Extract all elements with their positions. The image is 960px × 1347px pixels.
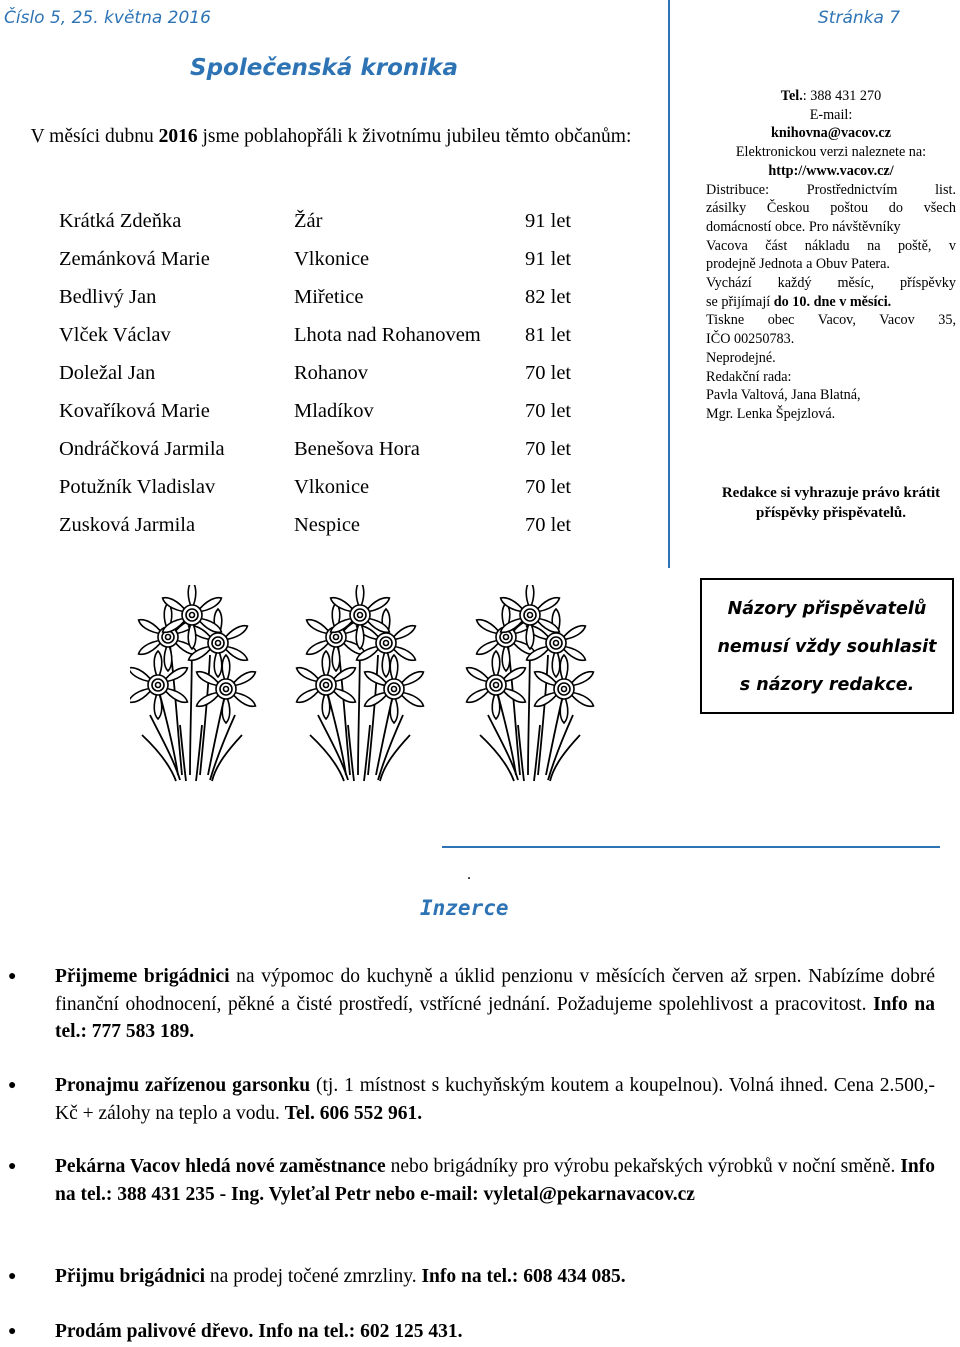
ad-item: ● Pronajmu zařízenou garsonku (tj. 1 místnost s kuchyňským koutem a koupelnou). Volná ihned. Cena 2.500,- Kč + zálohy na teplo a vodu. Tel. 606 552 961. <box>55 1072 935 1127</box>
jubilee-place: Nespice <box>294 514 361 536</box>
imprint-line: Mgr. Lenka Špejzlová. <box>706 405 836 422</box>
jubilee-age: 70 let <box>525 476 572 498</box>
opinion-box <box>700 578 954 714</box>
jubilee-name: Zusková Jarmila <box>59 514 196 536</box>
bullet-icon: ● <box>8 1269 17 1284</box>
section-divider <box>442 846 940 848</box>
list-item <box>0 324 660 362</box>
imprint-line: zásilky Českou poštou do všech <box>706 200 956 217</box>
editorial-disclaimer: Redakce si vyhrazuje právo krátit příspěvky přispěvatelů. <box>721 485 941 521</box>
imprint-email-label: E-mail: <box>809 106 853 123</box>
imprint-web-url: http://www.vacov.cz/ <box>768 162 894 179</box>
list-item <box>0 514 660 552</box>
jubilee-place: Miřetice <box>294 286 364 308</box>
jubilee-place: Vlkonice <box>294 476 370 498</box>
jubilee-name: Zemánková Marie <box>59 248 210 270</box>
ad-item: ● Přijmu brigádnici na prodej točené zmrzliny. Info na tel.: 608 434 085. <box>55 1263 935 1291</box>
jubilee-age: 70 let <box>525 400 572 422</box>
jubilee-age: 82 let <box>525 286 572 308</box>
page-number: Stránka 7 <box>818 8 901 28</box>
opinion-line: Názory přispěvatelů <box>727 599 927 619</box>
imprint-line: Redakční rada: <box>706 368 792 385</box>
jubilee-age: 70 let <box>525 514 572 536</box>
imprint-line: Neprodejné. <box>706 349 776 366</box>
list-item <box>0 438 660 476</box>
ad-item: ● Prodám palivové dřevo. Info na tel.: 602 125 431. <box>55 1318 935 1346</box>
list-item <box>0 210 660 248</box>
imprint-email: knihovna@vacov.cz <box>770 125 891 142</box>
jubilee-place: Vlkonice <box>294 248 370 270</box>
imprint-line: Tiskne obec Vacov, Vacov 35, <box>706 312 956 329</box>
jubilee-name: Doležal Jan <box>59 362 156 384</box>
jubilee-name: Bedlivý Jan <box>59 286 157 308</box>
opinion-line: s názory redakce. <box>739 675 915 695</box>
imprint-line: se přijímají do 10. dne v měsíci. <box>706 293 892 310</box>
jubilee-name: Ondráčková Jarmila <box>59 438 225 460</box>
column-divider <box>668 0 670 568</box>
kronika-intro: V měsíci dubnu 2016 jsme poblahopřáli k životnímu jubileu těmto občanům: <box>30 126 632 147</box>
list-item <box>0 248 660 286</box>
jubilee-name: Potužník Vladislav <box>59 476 216 498</box>
jubilee-age: 70 let <box>525 362 572 384</box>
imprint-tel: Tel.: 388 431 270 <box>780 88 882 104</box>
jubilee-name: Vlček Václav <box>59 324 171 346</box>
imprint-line: Vychází každý měsíc, příspěvky <box>706 275 956 292</box>
list-item <box>0 362 660 400</box>
section-title-kronika: Společenská kronika <box>190 55 458 81</box>
imprint-line: prodejně Jednota a Obuv Patera. <box>706 256 890 273</box>
bullet-icon: ● <box>8 1078 17 1093</box>
ads-dot: . <box>467 866 471 883</box>
jubilee-place: Rohanov <box>294 362 369 384</box>
opinion-line: nemusí vždy souhlasit <box>717 637 937 657</box>
imprint-line: IČO 00250783. <box>706 331 795 348</box>
bullet-icon: ● <box>8 1159 17 1174</box>
imprint-line: domácností obce. Pro návštěvníky <box>706 218 901 235</box>
issue-header: Číslo 5, 25. května 2016 <box>4 8 211 28</box>
ad-item: ● Pekárna Vacov hledá nové zaměstnance nebo brigádníky pro výrobu pekařských výrobků v noční směně. Info na tel.: 388 431 235 - Ing. Vyleťal Petr nebo e-mail: vyletal@pekarnavacov.cz <box>55 1153 935 1208</box>
ad-item: ● Přijmeme brigádnici na výpomoc do kuchyně a úklid penzionu v měsících červen až srpen. Nabízíme dobré finanční ohodnocení, pěkné a čisté prostředí, vstřícné jednání. Požadujeme spolehlivost a pracovitost. Info na tel.: 777 583 189. <box>55 963 935 1046</box>
bullet-icon: ● <box>8 1324 17 1339</box>
imprint-web-text: Elektronickou verzi naleznete na: <box>735 144 927 161</box>
imprint-line: Distribuce: Prostřednictvím list. <box>706 181 956 198</box>
list-item <box>0 476 660 514</box>
imprint <box>706 87 956 424</box>
imprint-line: Vacova část nákladu na poště, v <box>706 237 956 254</box>
list-item <box>0 400 660 438</box>
jubilee-place: Lhota nad Rohanovem <box>294 324 481 346</box>
jubilee-place: Žár <box>294 210 323 232</box>
bullet-icon: ● <box>8 969 17 984</box>
jubilee-age: 91 let <box>525 210 572 232</box>
list-item <box>0 286 660 324</box>
imprint-line: Pavla Valtová, Jana Blatná, <box>706 387 861 404</box>
jubilee-age: 81 let <box>525 324 572 346</box>
jubilee-place: Mladíkov <box>294 400 374 422</box>
section-title-ads: Inzerce <box>420 896 509 920</box>
jubilee-age: 91 let <box>525 248 572 270</box>
jubilee-name: Krátká Zdeňka <box>59 210 182 232</box>
jubilee-age: 70 let <box>525 438 572 460</box>
jubilee-name: Kovaříková Marie <box>59 400 210 422</box>
daffodil-illustration <box>130 585 630 785</box>
jubilee-place: Benešova Hora <box>294 438 420 460</box>
